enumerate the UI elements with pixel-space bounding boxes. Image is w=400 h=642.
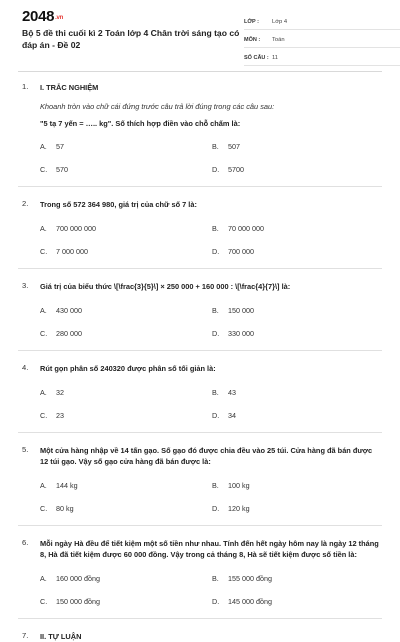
option-c[interactable] — [40, 597, 212, 606]
option-value: 430 000 — [56, 306, 82, 315]
option-value: 57 — [56, 142, 64, 151]
option-letter: C. — [40, 504, 48, 513]
option-a[interactable] — [40, 481, 212, 490]
option-grid — [40, 574, 382, 606]
option-letter: D. — [212, 247, 220, 256]
option-b[interactable] — [212, 481, 384, 490]
option-b[interactable] — [212, 306, 384, 315]
document-title: Bộ 5 đề thi cuối kì 2 Toán lớp 4 Chân trời sáng tạo có đáp án - Đề 02 — [22, 28, 240, 50]
option-grid — [40, 224, 382, 256]
option-a[interactable] — [40, 142, 212, 151]
question-number: 2. — [22, 199, 29, 208]
question-number: 3. — [22, 281, 29, 290]
option-b[interactable] — [212, 142, 384, 151]
option-value: 7 000 000 — [56, 247, 88, 256]
meta-row-class — [244, 12, 400, 30]
option-b[interactable] — [212, 574, 384, 583]
question-number: 4. — [22, 363, 29, 372]
option-value: 43 — [228, 388, 236, 397]
option-letter: B. — [212, 388, 219, 397]
option-a[interactable] — [40, 388, 212, 397]
option-letter: A. — [40, 481, 47, 490]
option-c[interactable] — [40, 504, 212, 513]
option-value: 23 — [56, 411, 64, 420]
question-text: Rút gọn phân số 240320 được phân số tối giản là: — [40, 364, 216, 373]
option-d[interactable] — [212, 165, 384, 174]
option-letter: B. — [212, 224, 219, 233]
option-value: 570 — [56, 165, 68, 174]
option-letter: B. — [212, 142, 219, 151]
meta-label: SỐ CÂU : — [244, 55, 269, 61]
question-7 — [22, 631, 382, 642]
option-value: 144 kg — [56, 481, 78, 490]
question-text: Giá trị của biểu thức \[\frac{3}{5}\] × 250 000 + 160 000 : \[\frac{4}{7}\] là: — [40, 282, 291, 291]
divider — [18, 268, 382, 269]
question-5 — [22, 445, 382, 513]
question-6 — [22, 538, 382, 606]
option-letter: A. — [40, 306, 47, 315]
question-list — [18, 82, 382, 642]
option-letter: D. — [212, 597, 220, 606]
logo-text: 2048 — [22, 8, 55, 25]
question-1 — [22, 82, 382, 174]
option-value: 507 — [228, 142, 240, 151]
question-number: 7. — [22, 631, 29, 640]
option-letter: D. — [212, 329, 220, 338]
option-value: 280 000 — [56, 329, 82, 338]
divider — [18, 350, 382, 351]
option-b[interactable] — [212, 224, 384, 233]
option-grid — [40, 142, 382, 174]
question-text: Mỗi ngày Hà đều để tiết kiệm một số tiền như nhau. Tính đến hết ngày hôm nay là ngày 12 tháng 8, Hà đã tiết kiệm được 60 000 đồng. Vậy trong cả tháng 8, Hà sẽ tiết kiệm được số tiền là: — [40, 539, 379, 559]
divider — [18, 186, 382, 187]
option-letter: B. — [212, 574, 219, 583]
meta-value: 11 — [272, 55, 279, 61]
option-letter: A. — [40, 142, 47, 151]
option-letter: C. — [40, 329, 48, 338]
option-letter: A. — [40, 574, 47, 583]
option-letter: D. — [212, 165, 220, 174]
option-value: 700 000 000 — [56, 224, 96, 233]
option-value: 32 — [56, 388, 64, 397]
option-letter: C. — [40, 165, 48, 174]
option-value: 5700 — [228, 165, 244, 174]
option-letter: C. — [40, 411, 48, 420]
option-d[interactable] — [212, 247, 384, 256]
meta-row-subject — [244, 30, 400, 48]
option-value: 145 000 đồng — [228, 597, 272, 606]
question-number: 6. — [22, 538, 29, 547]
section-heading: II. TỰ LUẬN — [40, 632, 82, 641]
divider — [18, 525, 382, 526]
option-b[interactable] — [212, 388, 384, 397]
option-value: 100 kg — [228, 481, 250, 490]
question-text: I. TRẮC NGHIỆM — [40, 83, 99, 92]
option-value: 700 000 — [228, 247, 254, 256]
option-d[interactable] — [212, 504, 384, 513]
option-a[interactable] — [40, 306, 212, 315]
question-3 — [22, 281, 382, 338]
option-value: 34 — [228, 411, 236, 420]
question-4 — [22, 363, 382, 420]
option-c[interactable] — [40, 411, 212, 420]
question-text: Trong số 572 364 980, giá trị của chữ số 7 là: — [40, 200, 197, 209]
option-value: 150 000 — [228, 306, 254, 315]
option-c[interactable] — [40, 165, 212, 174]
meta-label: MÔN : — [244, 37, 261, 43]
option-c[interactable] — [40, 247, 212, 256]
meta-value: Toán — [272, 37, 285, 43]
option-grid — [40, 481, 382, 513]
option-d[interactable] — [212, 597, 384, 606]
option-letter: B. — [212, 306, 219, 315]
logo-suffix: .vn — [55, 15, 63, 21]
meta-label: LỚP : — [244, 19, 259, 25]
option-value: 70 000 000 — [228, 224, 264, 233]
option-letter: A. — [40, 388, 47, 397]
question-number: 1. — [22, 82, 29, 91]
meta-value: Lớp 4 — [272, 19, 288, 25]
option-grid — [40, 388, 382, 420]
option-value: 330 000 — [228, 329, 254, 338]
option-letter: D. — [212, 504, 220, 513]
option-a[interactable] — [40, 574, 212, 583]
question-text: Một cửa hàng nhập về 14 tấn gạo. Số gạo đó được chia đều vào 25 túi. Cửa hàng đã bán được 12 túi gạo. Vậy số gạo cửa hàng đã bán được là: — [40, 446, 373, 466]
option-value: 80 kg — [56, 504, 74, 513]
divider — [18, 618, 382, 619]
option-letter: B. — [212, 481, 219, 490]
option-value: 160 000 đồng — [56, 574, 100, 583]
option-value: 150 000 đồng — [56, 597, 100, 606]
option-a[interactable] — [40, 224, 212, 233]
option-c[interactable] — [40, 329, 212, 338]
option-d[interactable] — [212, 411, 384, 420]
option-value: 155 000 đồng — [228, 574, 272, 583]
meta-row-count — [244, 48, 400, 66]
option-letter: A. — [40, 224, 47, 233]
question-instruction: Khoanh tròn vào chữ cái đứng trước câu trả lời đúng trong các câu sau: — [40, 102, 275, 111]
option-d[interactable] — [212, 329, 384, 338]
option-value: 120 kg — [228, 504, 250, 513]
divider — [18, 432, 382, 433]
question-prompt: "5 tạ 7 yến = ….. kg". Số thích hợp điền vào chỗ chấm là: — [40, 119, 241, 128]
question-number: 5. — [22, 445, 29, 454]
question-2 — [22, 199, 382, 256]
option-grid — [40, 306, 382, 338]
site-logo[interactable] — [22, 8, 63, 25]
exam-meta — [244, 12, 400, 66]
exam-header — [18, 0, 382, 72]
option-letter: C. — [40, 247, 48, 256]
option-letter: D. — [212, 411, 220, 420]
option-letter: C. — [40, 597, 48, 606]
